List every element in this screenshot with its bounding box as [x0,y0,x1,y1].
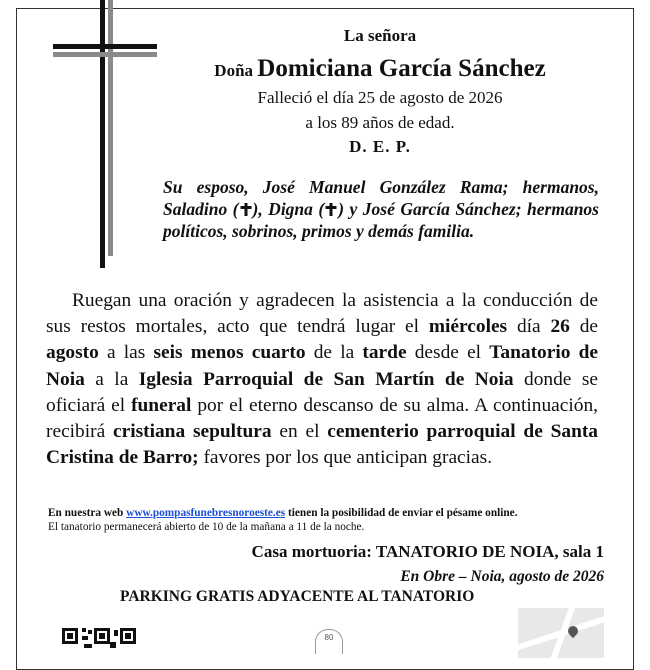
small-cross-icon [324,202,338,217]
body-segment: día [507,316,551,338]
small-cross-icon [239,202,253,217]
body-segment: cementerio parroquial de Santa Cristina de Barro; [46,421,599,469]
qr-code[interactable] [62,628,142,650]
body-segment: a la [84,368,139,390]
name-text: Domiciana García Sánchez [257,55,546,82]
body-segment: seis menos cuarto [153,342,306,364]
intro-text: La señora [343,26,417,45]
web-notice [48,506,608,534]
casa-mortuoria: Casa mortuoria: TANATORIO DE NOIA, sala 1 [251,542,604,561]
body-segment: Tanatorio de Noia [46,342,598,390]
body-segment: Ruegan una oración y agradecen la asistencia a la conducción de sus restos mortales, acto que tendrá lugar el [46,290,598,338]
parking-notice: PARKING GRATIS ADYACENTE AL TANATORIO [120,588,475,605]
family-text-1: Su esposo, José Manuel González Rama; hermanos, Saladino ( [163,177,599,219]
body-segment: de [569,316,598,338]
body-segment: cristiana sepultura [113,421,272,443]
map-thumbnail[interactable] [518,608,604,658]
body-segment: donde se oficiará el [46,368,598,416]
family-text-3: ) y José García Sánchez; hermanos políticos, sobrinos, primos y demás familia. [163,199,599,241]
death-date: Falleció el día 25 de agosto de 2026 [257,88,503,107]
body-segment: funeral [131,394,192,416]
web-suffix: tienen la posibilidad de enviar el pésame online. [285,507,518,519]
emblem-icon: 80 [315,629,343,654]
age-line: a los 89 años de edad. [305,113,455,132]
hours-text: El tanatorio permanecerá abierto de 10 de la mañana a 11 de la noche. [48,521,365,533]
body-segment: favores por los que anticipan gracias. [198,447,493,469]
body-segment: desde el [406,342,490,364]
family-text-2: ), Digna ( [252,199,325,219]
website-link[interactable]: www.pompasfunebresnoroeste.es [126,507,286,519]
web-prefix: En nuestra web [48,507,127,519]
title-prefix: Doña [214,61,254,80]
body-segment: agosto [46,342,99,364]
body-segment: Iglesia Parroquial de San Martín de Noia [138,368,514,390]
body-segment: de la [305,342,363,364]
body-segment: en el [271,421,328,443]
deceased-name [180,55,580,83]
place-date: En Obre – Noia, agosto de 2026 [400,568,604,585]
cross-icon [0,0,160,280]
body-segment: a las [98,342,154,364]
body-segment: 26 [550,316,570,338]
body-segment: tarde [362,342,407,364]
body-segment: miércoles [428,316,508,338]
body-segment: por el eterno descanso de su alma. A continuación, recibirá [46,394,598,443]
dep-text: D. E. P. [349,137,411,156]
family-paragraph [163,176,599,242]
ceremony-paragraph [46,288,598,471]
